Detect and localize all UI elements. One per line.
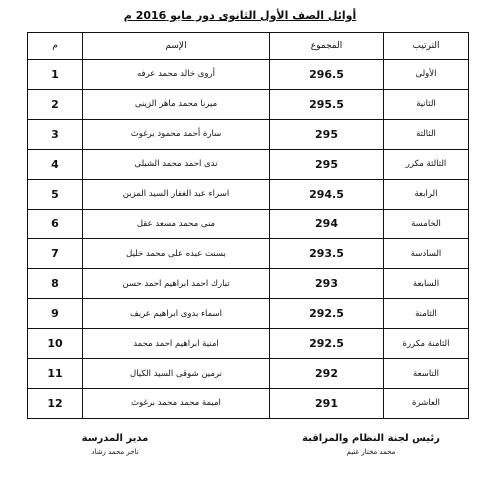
header-name: الإسم	[83, 33, 270, 60]
page-title: أوائل الصف الأول الثانوى دور مايو 2016 م	[123, 9, 357, 22]
number-cell: 5	[28, 179, 83, 209]
number-cell: 2	[28, 89, 83, 119]
rank-cell: التاسعة	[384, 359, 469, 389]
school-signature	[60, 433, 170, 456]
table-row	[28, 60, 469, 90]
rank-cell: الأولى	[384, 60, 469, 90]
number-cell: 11	[28, 359, 83, 389]
number-cell: 9	[28, 299, 83, 329]
name-cell: بسنت عبده على محمد خليل	[83, 239, 270, 269]
table-row	[28, 269, 469, 299]
score-cell: 294	[270, 209, 384, 239]
rank-cell: السابعة	[384, 269, 469, 299]
school-role: مدير المدرسة	[81, 433, 149, 444]
rank-cell: الثالثة	[384, 119, 469, 149]
name-cell: اميمة محمد محمد برغوث	[83, 388, 270, 418]
score-cell: 295.5	[270, 89, 384, 119]
header-rank: الترتيب	[384, 33, 469, 60]
table-row	[28, 149, 469, 179]
rank-cell: الرابعة	[384, 179, 469, 209]
table-row	[28, 239, 469, 269]
school-name: ناجر محمد رشاد	[91, 448, 139, 456]
name-cell: ندى احمد محمد الشبلى	[83, 149, 270, 179]
score-cell: 292	[270, 359, 384, 389]
rank-cell: الثامنة	[384, 299, 469, 329]
committee-name: محمد مختار غنيم	[346, 448, 396, 456]
table-header-row	[28, 33, 469, 60]
number-cell: 7	[28, 239, 83, 269]
results-table	[27, 32, 469, 419]
number-cell: 6	[28, 209, 83, 239]
table-row	[28, 299, 469, 329]
name-cell: اسراء عبد الغفار السيد المزين	[83, 179, 270, 209]
score-cell: 294.5	[270, 179, 384, 209]
header-number: م	[28, 33, 83, 60]
table-row	[28, 329, 469, 359]
number-cell: 10	[28, 329, 83, 359]
table-row	[28, 119, 469, 149]
score-cell: 293	[270, 269, 384, 299]
name-cell: اسماء بدوى ابراهيم عريف	[83, 299, 270, 329]
name-cell: ميرنا محمد ماهر الزينى	[83, 89, 270, 119]
table-row	[28, 209, 469, 239]
name-cell: أروى خالد محمد عرفه	[83, 60, 270, 90]
number-cell: 12	[28, 388, 83, 418]
score-cell: 292.5	[270, 329, 384, 359]
table-row	[28, 179, 469, 209]
score-cell: 296.5	[270, 60, 384, 90]
score-cell: 292.5	[270, 299, 384, 329]
table-row	[28, 388, 469, 418]
table-row	[28, 89, 469, 119]
committee-signature	[296, 433, 446, 456]
number-cell: 8	[28, 269, 83, 299]
rank-cell: الثامنة مكررة	[384, 329, 469, 359]
rank-cell: الثانية	[384, 89, 469, 119]
score-cell: 295	[270, 149, 384, 179]
rank-cell: الثالثة مكرر	[384, 149, 469, 179]
number-cell: 1	[28, 60, 83, 90]
rank-cell: العاشرة	[384, 388, 469, 418]
score-cell: 293.5	[270, 239, 384, 269]
name-cell: سارة أحمد محمود برغوث	[83, 119, 270, 149]
name-cell: نرمين شوقى السيد الكيال	[83, 359, 270, 389]
table-row	[28, 359, 469, 389]
rank-cell: الخامسة	[384, 209, 469, 239]
name-cell: امنية ابراهيم احمد محمد	[83, 329, 270, 359]
committee-role: رئيس لجنة النظام والمراقبة	[302, 433, 440, 444]
rank-cell: السادسة	[384, 239, 469, 269]
name-cell: تبارك احمد ابراهيم احمد حسن	[83, 269, 270, 299]
number-cell: 4	[28, 149, 83, 179]
score-cell: 295	[270, 119, 384, 149]
number-cell: 3	[28, 119, 83, 149]
score-cell: 291	[270, 388, 384, 418]
name-cell: منى محمد مسعد عقل	[83, 209, 270, 239]
header-total: المجموع	[270, 33, 384, 60]
